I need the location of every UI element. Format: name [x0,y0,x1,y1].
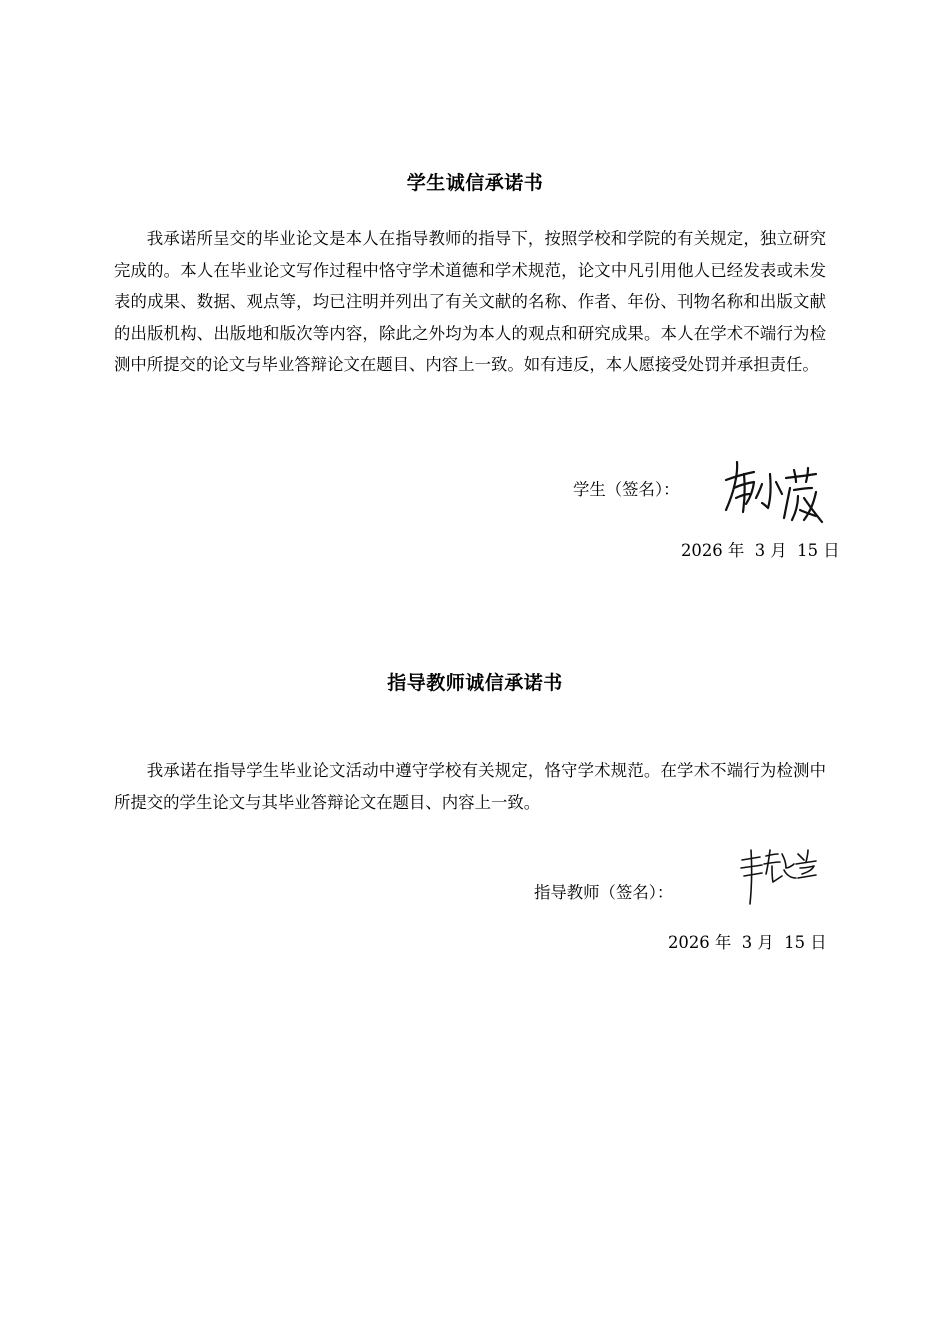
student-handwritten-signature [720,452,832,532]
student-pledge-date: 2026 年 3 月 15 日 [681,541,840,560]
advisor-pledge-title: 指导教师诚信承诺书 [387,672,563,694]
student-pledge-body: 我承诺所呈交的毕业论文是本人在指导教师的指导下，按照学校和学院的有关规定，独立研究完成的。本人在毕业论文写作过程中恪守学术道德和学术规范，论文中凡引用他人已经发表或未发表的成果、数据、观点等，均已注明并列出了有关文献的名称、作者、年份、刊物名称和出版文献的出版机构、出版地和版次等内容，除此之外均为本人的观点和研究成果。本人在学术不端行为检测中所提交的论文与毕业答辩论文在题目、内容上一致。如有违反，本人愿接受处罚并承担责任。 [114,229,826,375]
advisor-signature-label: 指导教师（签名）： [534,883,674,902]
advisor-pledge-body: 我承诺在指导学生毕业论文活动中遵守学校有关规定，恪守学术规范。在学术不端行为检测中所提交的学生论文与其毕业答辩论文在题目、内容上一致。 [114,761,826,812]
advisor-pledge-date: 2026 年 3 月 15 日 [668,933,827,952]
student-signature-label: 学生（签名）： [573,480,680,499]
advisor-handwritten-signature [736,844,822,908]
student-pledge-title: 学生诚信承诺书 [406,172,544,194]
